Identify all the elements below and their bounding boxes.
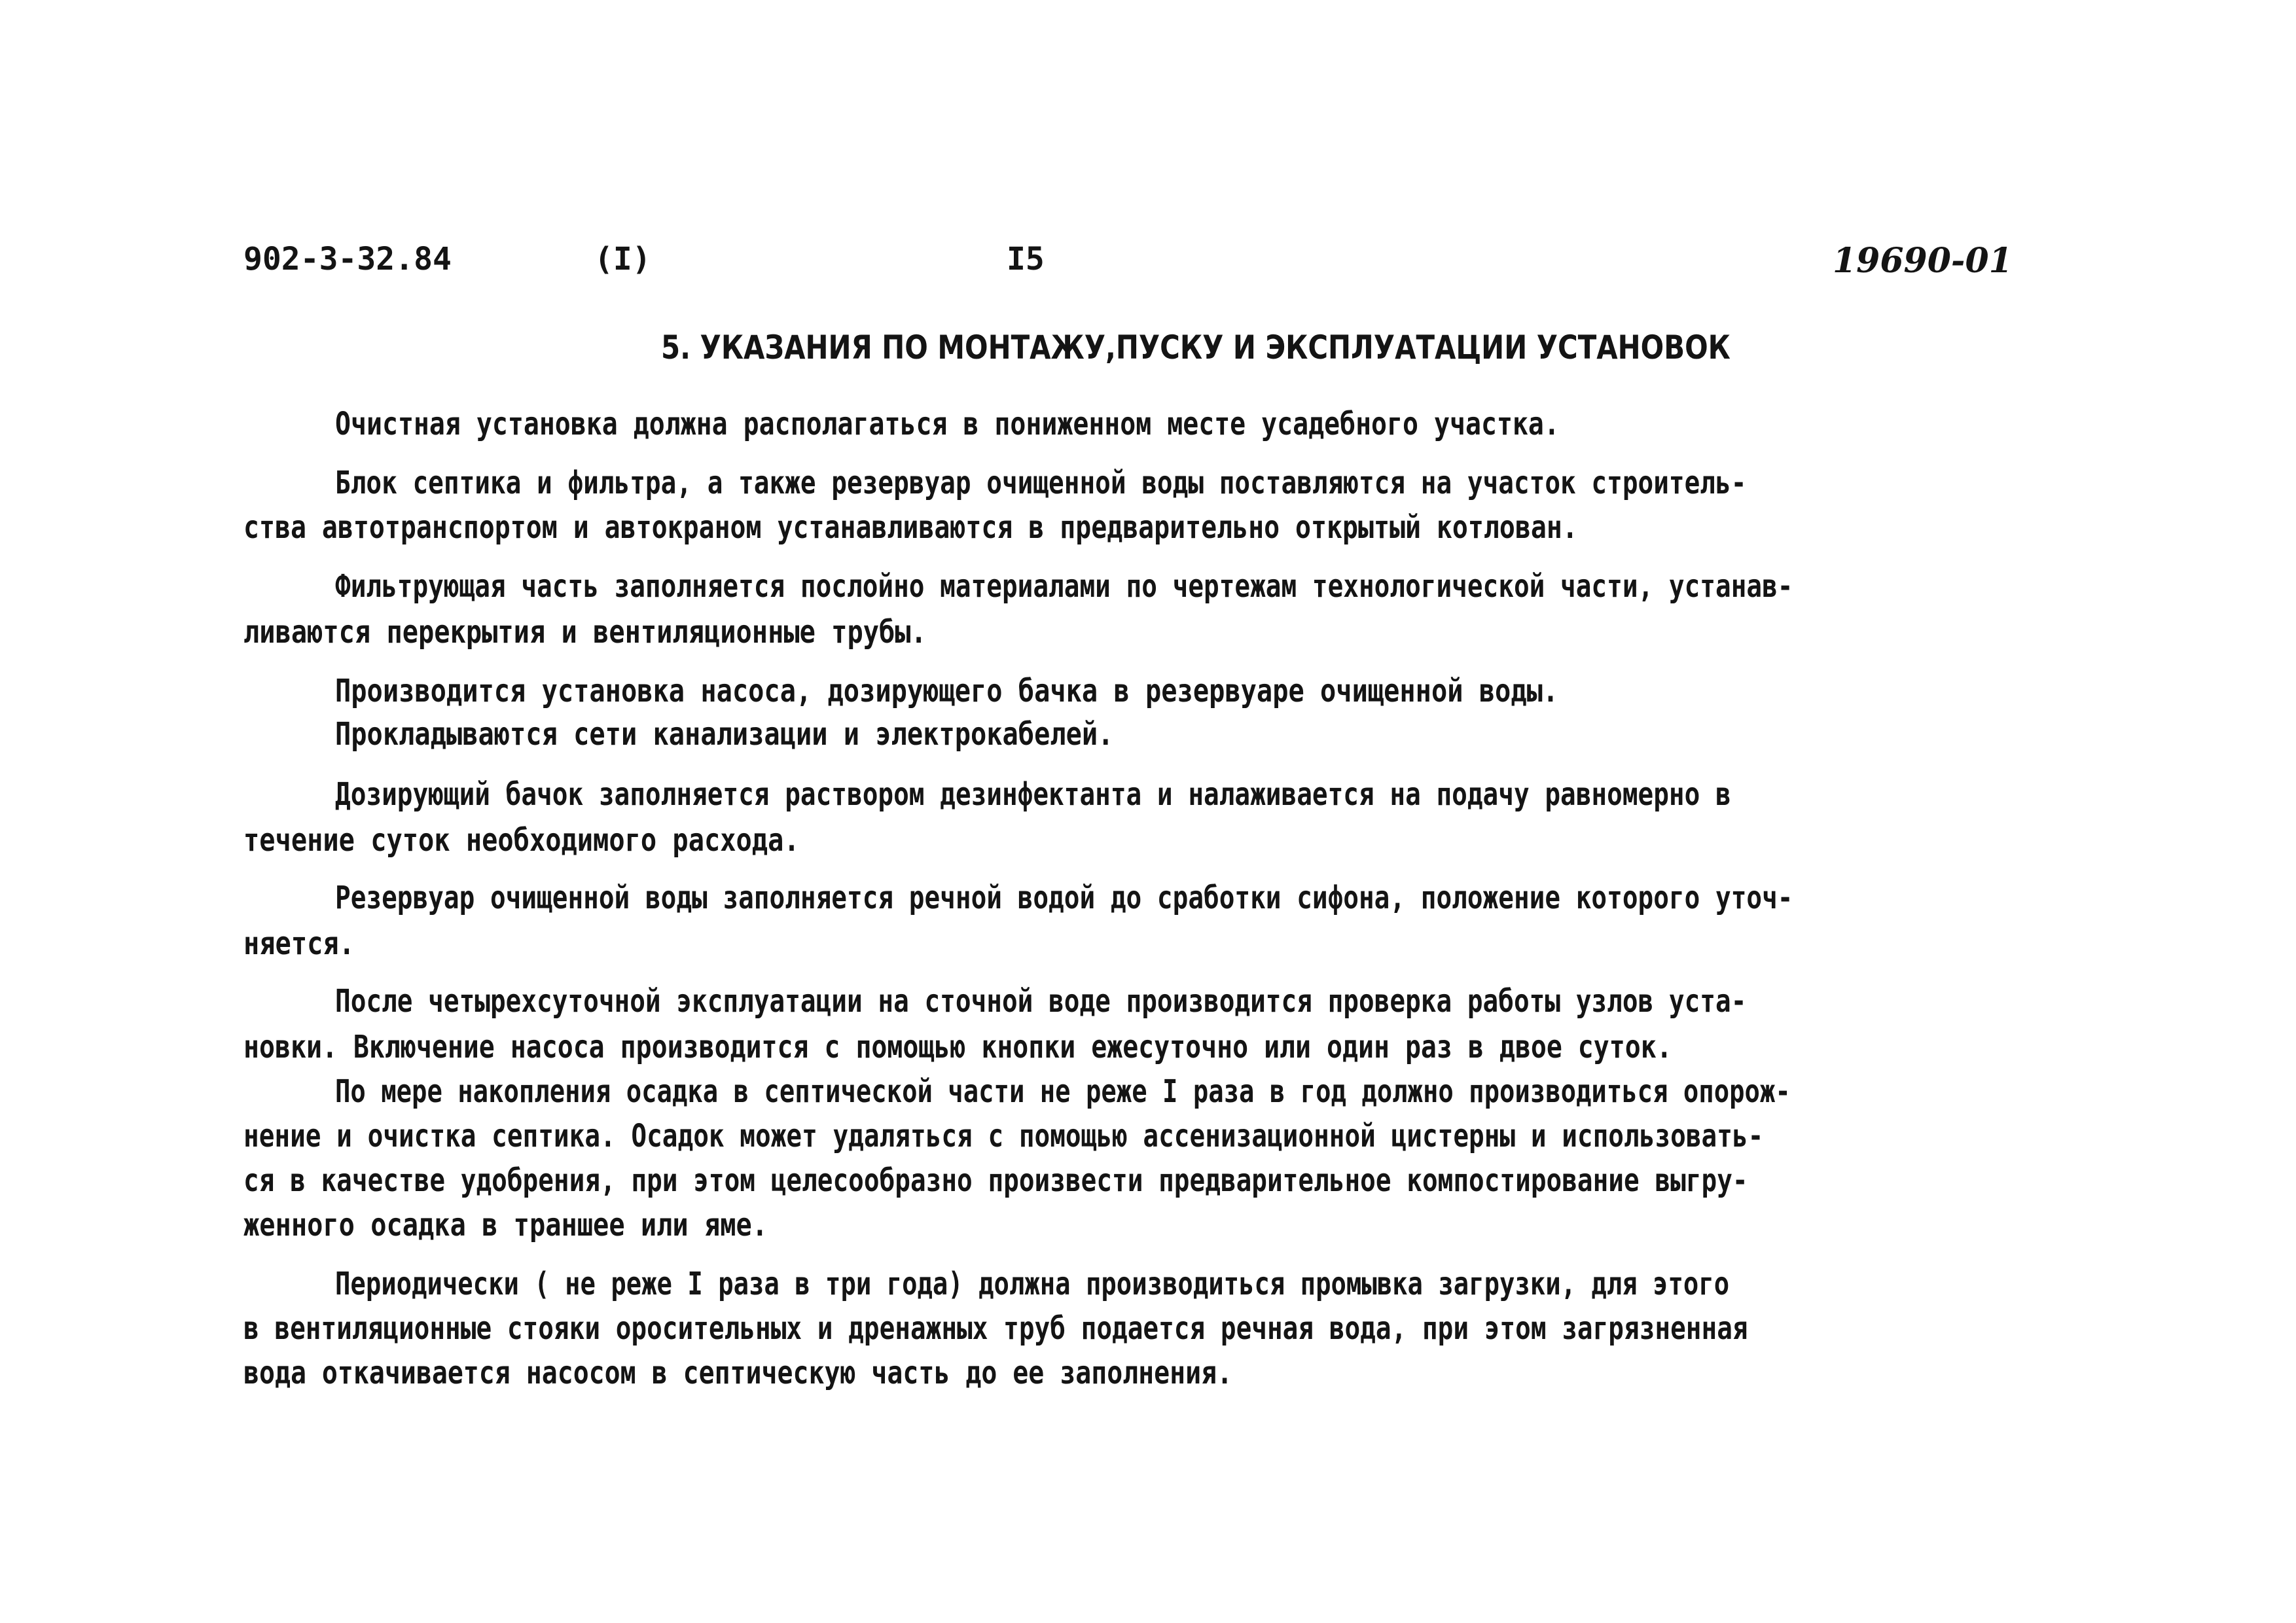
- paragraph-line: Фильтрующая часть заполняется послойно материалами по чертежам технологической части, устанав-: [335, 568, 1793, 605]
- paragraph-line: После четырехсуточной эксплуатации на сточной воде производится проверка работы узлов уста-: [335, 983, 1747, 1020]
- paragraph-line: ства автотранспортом и автокраном устанавливаются в предварительно открытый котлован.: [243, 509, 1578, 546]
- paragraph-line: Прокладываются сети канализации и электрокабелей.: [335, 716, 1114, 753]
- paragraph-line: Очистная установка должна располагаться в пониженном месте усадебного участка.: [335, 406, 1560, 442]
- doc-code: 902-3-32.84: [243, 241, 452, 277]
- page-number: I5: [1007, 241, 1045, 277]
- sheet-code: 19690-01: [1833, 241, 2013, 281]
- paragraph-line: новки. Включение насоса производится с помощью кнопки ежесуточно или один раз в двое суток.: [243, 1029, 1672, 1065]
- paragraph-line: Производится установка насоса, дозирующего бачка в резервуаре очищенной воды.: [335, 673, 1559, 709]
- paragraph-line: женного осадка в траншее или яме.: [243, 1207, 768, 1243]
- section-title: 5. УКАЗАНИЯ ПО МОНТАЖУ,ПУСКУ И ЭКСПЛУАТАЦИИ УСТАНОВОК: [661, 329, 1731, 366]
- paragraph-line: вода откачивается насосом в септическую часть до ее заполнения.: [243, 1355, 1233, 1391]
- paragraph-line: няется.: [243, 925, 355, 962]
- paragraph-line: По мере накопления осадка в септической части не реже I раза в год должно производиться опорож-: [335, 1073, 1791, 1110]
- paragraph-line: течение суток необходимого расхода.: [243, 822, 800, 859]
- paragraph-line: Резервуар очищенной воды заполняется речной водой до сработки сифона, положение которого уточ-: [335, 880, 1793, 916]
- paragraph-line: в вентиляционные стояки оросительных и дренажных труб подается речная вода, при этом загрязненная: [243, 1310, 1748, 1347]
- paragraph-line: ливаются перекрытия и вентиляционные трубы.: [243, 614, 927, 651]
- paragraph-line: Периодически ( не реже I раза в три года) должна производиться промывка загрузки, для этого: [335, 1266, 1730, 1302]
- paragraph-line: Блок септика и фильтра, а также резервуар очищенной воды поставляются на участок строитель-: [335, 465, 1747, 501]
- paragraph-line: Дозирующий бачок заполняется раствором дезинфектанта и налаживается на подачу равномерно в: [335, 776, 1731, 813]
- paragraph-line: нение и очистка септика. Осадок может удаляться с помощью ассенизационной цистерны и использовать-: [243, 1118, 1764, 1154]
- doc-part: (I): [594, 241, 651, 277]
- paragraph-line: ся в качестве удобрения, при этом целесообразно произвести предварительное компостирование выгру-: [243, 1162, 1748, 1199]
